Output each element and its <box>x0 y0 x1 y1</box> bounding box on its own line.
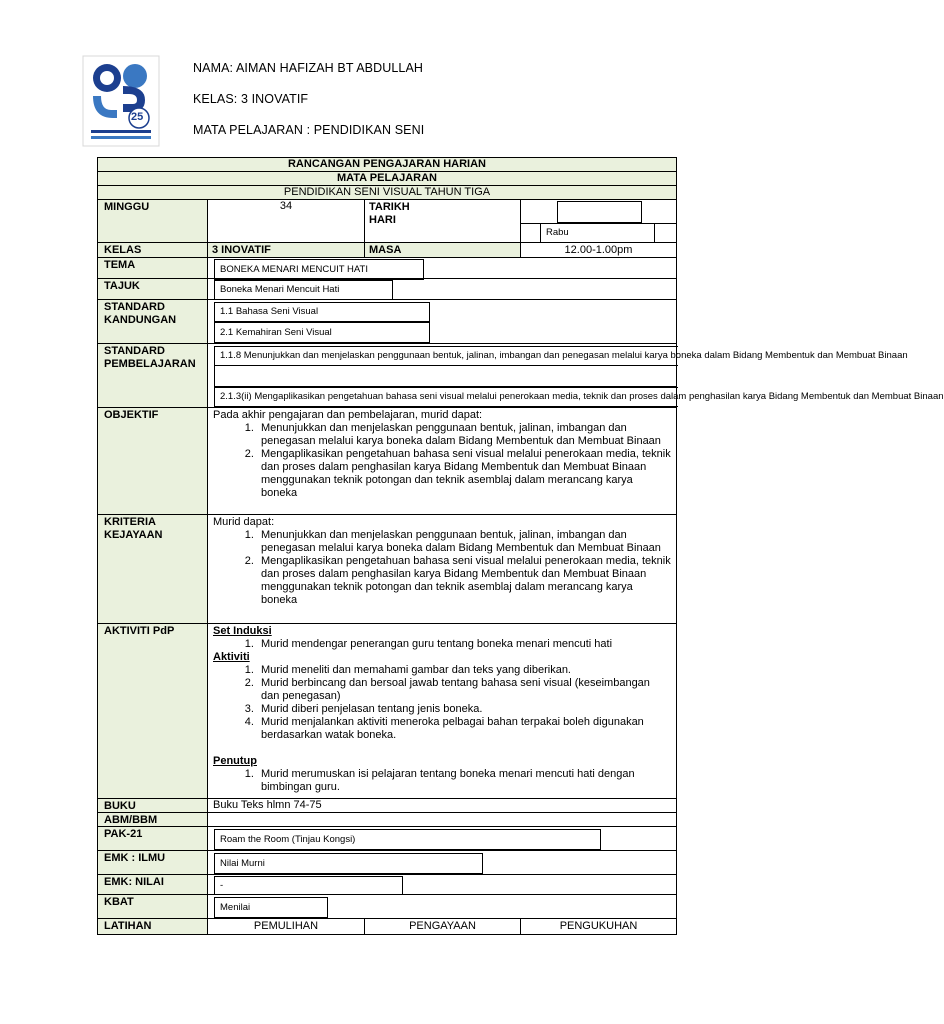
kriteria-list <box>213 529 671 607</box>
rph-title: RANCANGAN PENGAJARAN HARIAN <box>287 158 486 170</box>
objektif-row <box>98 408 676 515</box>
set-induksi-heading: Set Induksi <box>213 625 272 637</box>
objektif-intro: Pada akhir pengajaran dan pembelajaran, murid dapat: <box>213 409 483 421</box>
tarikh-value-box <box>557 201 642 223</box>
sk-item-1: 1.1 Bahasa Seni Visual <box>214 302 430 322</box>
hari-label: HARI <box>369 214 396 226</box>
tarikh-label: TARIKH <box>369 201 410 213</box>
kelas-value: 3 INOVATIF <box>208 243 365 257</box>
aktiviti-heading: Aktiviti <box>213 651 250 663</box>
kriteria-label-line1: KRITERIA <box>104 516 156 528</box>
emk-nilai-label: EMK: NILAI <box>98 875 208 894</box>
tajuk-value: Boneka Menari Mencuit Hati <box>214 280 393 300</box>
abm-label: ABM/BBM <box>98 813 208 826</box>
masa-label: MASA <box>365 243 521 257</box>
kriteria-item: 2. Mengaplikasikan pengetahuan bahasa seni visual melalui penerokaan media, teknik dan proses dalam penghasilan karya Bidang Membentuk dan Membuat Binaan menggunakan teknik potongan dan teknik asemblaj dalam merancang karya boneka <box>257 555 671 607</box>
kbat-row <box>98 895 676 919</box>
kriteria-row <box>98 515 676 624</box>
aktiviti-label: AKTIVITI PdP <box>98 624 208 798</box>
kriteria-label-line2: KEJAYAAN <box>104 529 163 541</box>
objektif-content <box>208 408 676 514</box>
standard-pembelajaran-row <box>98 344 944 408</box>
minggu-row <box>98 200 676 243</box>
abm-value <box>208 813 676 826</box>
mp-title: MATA PELAJARAN <box>336 172 437 184</box>
latihan-pengayaan: PENGAYAAN <box>365 919 521 934</box>
kriteria-label <box>98 515 208 623</box>
objektif-item: 2. Mengaplikasikan pengetahuan bahasa seni visual melalui penerokaan media, teknik dan proses dalam penghasilan karya Bidang Membentuk dan Membuat Binaan menggunakan teknik potongan dan teknik asemblaj dalam merancang karya boneka <box>257 448 671 500</box>
penutup-item: 1. Murid merumuskan isi pelajaran tentang boneka menari mencuti hati dengan bimbingan guru. <box>257 768 671 794</box>
subject-title: PENDIDIKAN SENI VISUAL TAHUN TIGA <box>283 186 491 198</box>
latihan-label: LATIHAN <box>98 919 208 934</box>
kelas-label: KELAS <box>98 243 208 257</box>
tajuk-label: TAJUK <box>98 279 208 299</box>
induksi-item: 1. Murid mendengar penerangan guru tentang boneka menari mencuti hati <box>257 638 671 651</box>
title-row <box>98 158 676 172</box>
objektif-list <box>213 422 671 500</box>
masa-value: 12.00-1.00pm <box>564 244 633 256</box>
tajuk-row <box>98 279 676 300</box>
aktiviti-list <box>213 664 671 742</box>
latihan-pemulihan: PEMULIHAN <box>208 919 365 934</box>
kelas-row <box>98 243 676 258</box>
tarikh-hari-label <box>365 200 521 242</box>
kbat-label: KBAT <box>98 895 208 918</box>
kriteria-content <box>208 515 676 623</box>
buku-value: Buku Teks hlmn 74-75 <box>213 799 322 811</box>
standard-kandungan-row <box>98 300 676 344</box>
student-name: NAMA: AIMAN HAFIZAH BT ABDULLAH <box>193 61 424 75</box>
emk-nilai-row <box>98 875 676 895</box>
minggu-divider <box>521 223 676 224</box>
sp-label-line1: STANDARD <box>104 345 165 357</box>
aktiviti-item: 1. Murid meneliti dan memahami gambar dan teks yang diberikan. <box>257 664 671 677</box>
emk-ilmu-row <box>98 851 676 875</box>
sk-label-line2: KANDUNGAN <box>104 314 177 326</box>
latihan-row <box>98 919 676 934</box>
tema-label: TEMA <box>98 258 208 278</box>
sp-item-1: 1.1.8 Menunjukkan dan menjelaskan penggunaan bentuk, jalinan, imbangan dan penegasan melalui karya boneka dalam Bidang Membentuk dan Membuat Binaan <box>214 346 678 366</box>
penutup-heading: Penutup <box>213 755 257 767</box>
sp-label-line2: PEMBELAJARAN <box>104 358 196 370</box>
spacer <box>213 742 671 755</box>
kbat-value: Menilai <box>214 897 328 918</box>
buku-row <box>98 799 676 813</box>
aktiviti-item: 2. Murid berbincang dan bersoal jawab tentang bahasa seni visual (keseimbangan dan penegasan) <box>257 677 671 703</box>
induksi-list <box>213 638 671 651</box>
buku-label: BUKU <box>98 799 208 812</box>
aktiviti-content <box>208 624 676 798</box>
sp-item-2: 2.1.3(ii) Mengaplikasikan pengetahuan bahasa seni visual melalui penerokaan media, teknik dan proses dalam penghasilan karya Bidang Membentuk dan Membuat Binaan <box>214 387 678 407</box>
objektif-item: 1. Menunjukkan dan menjelaskan penggunaan bentuk, jalinan, imbangan dan penegasan melalui karya boneka dalam Bidang Membentuk dan Membuat Binaan <box>257 422 671 448</box>
abm-row <box>98 813 676 827</box>
pak21-value: Roam the Room (Tinjau Kongsi) <box>214 829 601 850</box>
pak21-label: PAK-21 <box>98 827 208 850</box>
hari-value: Rabu <box>540 223 655 242</box>
latihan-pengukuhan: PENGUKUHAN <box>559 920 638 932</box>
subject-row <box>98 186 676 200</box>
minggu-label: MINGGU <box>98 200 208 242</box>
school-logo <box>83 56 159 146</box>
sp-blank-band <box>214 366 676 387</box>
sk-label-line1: STANDARD <box>104 301 165 313</box>
emk-ilmu-value: Nilai Murni <box>214 853 483 874</box>
objektif-label: OBJEKTIF <box>98 408 208 514</box>
kriteria-item: 1. Menunjukkan dan menjelaskan penggunaan bentuk, jalinan, imbangan dan penegasan melalui karya boneka dalam Bidang Membentuk dan Membuat Binaan <box>257 529 671 555</box>
emk-nilai-value: - <box>214 876 403 895</box>
penutup-list <box>213 768 671 794</box>
standard-kandungan-label <box>98 300 208 343</box>
aktiviti-row <box>98 624 676 799</box>
emk-ilmu-label: EMK : ILMU <box>98 851 208 874</box>
subject-heading: MATA PELAJARAN : PENDIDIKAN SENI <box>193 123 425 137</box>
student-class: KELAS: 3 INOVATIF <box>193 92 309 106</box>
aktiviti-item: 4. Murid menjalankan aktiviti meneroka pelbagai bahan terpakai boleh digunakan berdasarkan watak boneka. <box>257 716 671 742</box>
aktiviti-item: 3. Murid diberi penjelasan tentang jenis boneka. <box>257 703 671 716</box>
tema-row <box>98 258 676 279</box>
logo-number: 25 <box>131 111 144 123</box>
kriteria-intro: Murid dapat: <box>213 516 275 528</box>
minggu-value: 34 <box>208 200 365 242</box>
standard-pembelajaran-label <box>98 344 208 407</box>
lesson-plan-table <box>97 157 944 935</box>
sk-item-2: 2.1 Kemahiran Seni Visual <box>214 322 430 343</box>
mp-row <box>98 172 676 186</box>
pak21-row <box>98 827 676 851</box>
tema-value: BONEKA MENARI MENCUIT HATI <box>214 259 424 280</box>
